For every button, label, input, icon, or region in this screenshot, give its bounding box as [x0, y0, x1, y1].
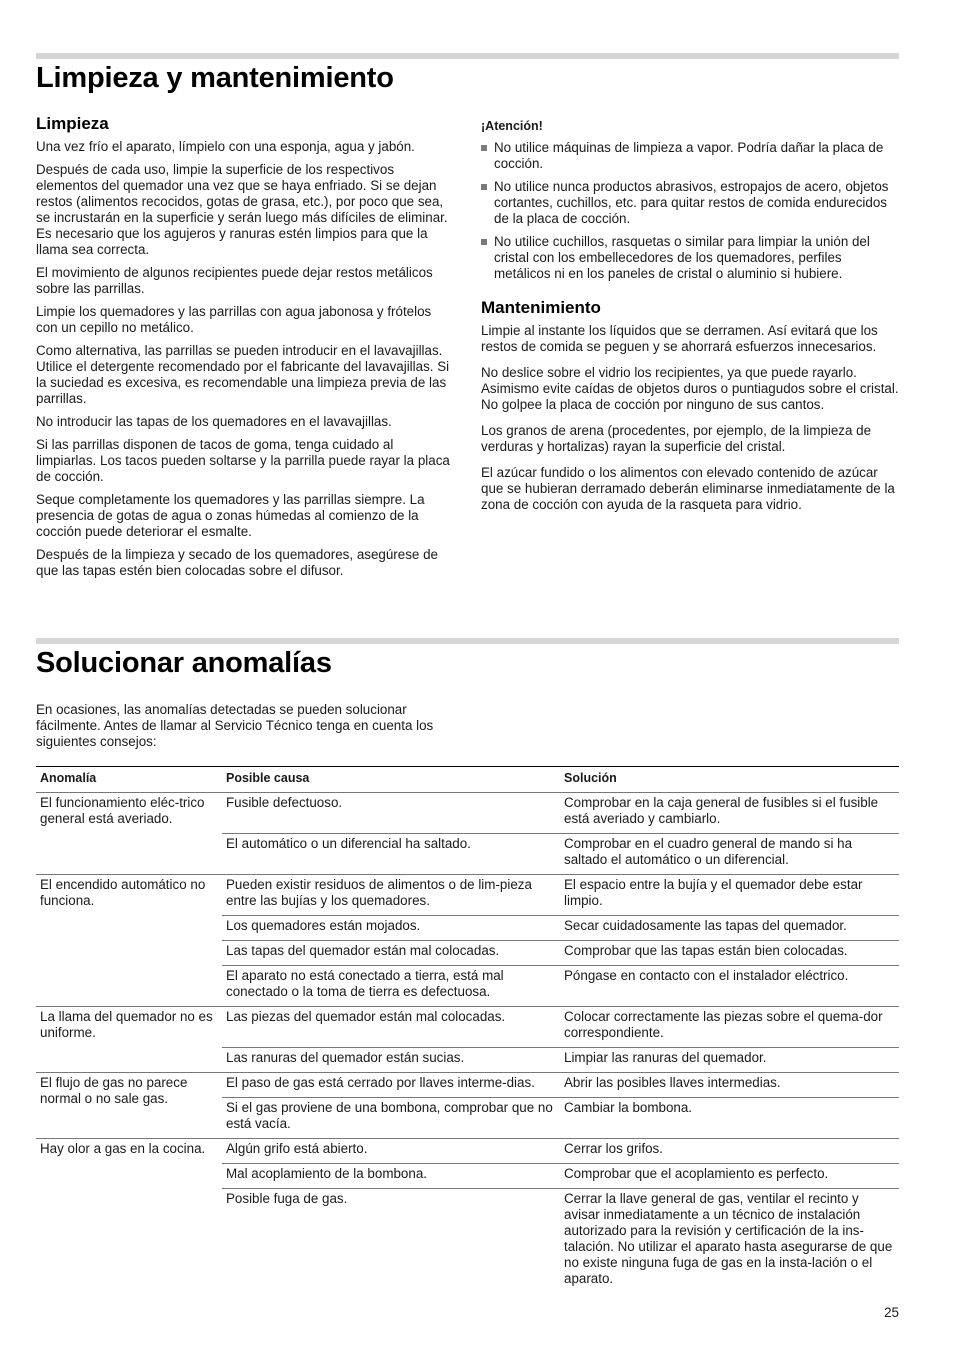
list-item: No utilice nunca productos abrasivos, estropajos de acero, objetos cortantes, cuchillos, etc. para quitar restos de comida endurecidos de la placa de cocción.	[481, 179, 899, 227]
column-limpieza	[36, 116, 454, 586]
solucion-cell: Comprobar que las tapas están bien colocadas.	[560, 941, 899, 966]
solucion-cell: Cerrar los grifos.	[560, 1139, 899, 1164]
causa-cell: Pueden existir residuos de alimentos o de lim-pieza entre las bujías y los quemadores.	[222, 875, 560, 916]
column-header-solucion: Solución	[560, 767, 899, 793]
solucion-cell: Colocar correctamente las piezas sobre el quema-dor correspondiente.	[560, 1007, 899, 1048]
paragraph: El azúcar fundido o los alimentos con elevado contenido de azúcar que se hubieran derramado deberán eliminarse inmediatamente de la zona de cocción con ayuda de la rasqueta para vidrio.	[481, 465, 895, 512]
solucion-cell: Comprobar en la caja general de fusibles si el fusible está averiado y cambiarlo.	[560, 793, 899, 834]
causa-cell: Mal acoplamiento de la bombona.	[222, 1164, 560, 1189]
table-row	[36, 1073, 899, 1098]
paragraph: Los granos de arena (procedentes, por ejemplo, de la limpieza de verduras y hortalizas) rayan la superficie del cristal.	[481, 423, 872, 454]
paragraph: Una vez frío el aparato, límpielo con una esponja, agua y jabón.	[36, 139, 415, 154]
bullet-square-icon	[481, 145, 487, 151]
attention-label: ¡Atención!	[481, 119, 543, 133]
paragraph: Limpie al instante los líquidos que se derramen. Así evitará que los restos de comida se peguen y se ahorrará esfuerzos innecesarios.	[481, 323, 878, 354]
solucion-cell: Abrir las posibles llaves intermedias.	[560, 1073, 899, 1098]
table-row	[36, 1139, 899, 1164]
section-divider-anomalias	[36, 638, 899, 644]
solucion-cell: Comprobar que el acoplamiento es perfecto.	[560, 1164, 899, 1189]
section-title-limpieza-mantenimiento: Limpieza y mantenimiento	[36, 62, 394, 94]
solucion-cell: El espacio entre la bujía y el quemador debe estar limpio.	[560, 875, 899, 916]
page-number: 25	[884, 1305, 899, 1320]
column-atencion-mantenimiento	[481, 116, 899, 523]
troubleshooting-table	[36, 766, 899, 1293]
table-row	[36, 1007, 899, 1048]
paragraph: Seque completamente los quemadores y las parrillas siempre. La presencia de gotas de agua o zonas húmedas al comienzo de la cocción puede deteriorar el esmalte.	[36, 492, 425, 539]
causa-cell: Las tapas del quemador están mal colocadas.	[222, 941, 560, 966]
anomalia-cell: El encendido automático no funciona.	[36, 875, 222, 1007]
list-item: No utilice máquinas de limpieza a vapor. Podría dañar la placa de cocción.	[481, 140, 899, 172]
column-header-posible-causa: Posible causa	[222, 767, 560, 793]
paragraph: No deslice sobre el vidrio los recipientes, ya que puede rayarlo. Asimismo evite caídas de objetos duros o puntiagudos sobre el cristal. No golpee la placa de cocción por ninguno de sus cantos.	[481, 365, 899, 412]
anomalia-cell: La llama del quemador no es uniforme.	[36, 1007, 222, 1073]
anomalia-cell: El flujo de gas no parece normal o no sale gas.	[36, 1073, 222, 1139]
solucion-cell: Comprobar en el cuadro general de mando si ha saltado el automático o un diferencial.	[560, 834, 899, 875]
section-divider-top	[36, 53, 899, 59]
paragraph: Como alternativa, las parrillas se pueden introducir en el lavavajillas. Utilice el detergente recomendado por el fabricante del lavavajillas. Si la suciedad es excesiva, es recomendable una limpieza previa de las parrillas.	[36, 343, 450, 406]
solucion-cell: Limpiar las ranuras del quemador.	[560, 1048, 899, 1073]
causa-cell: Las ranuras del quemador están sucias.	[222, 1048, 560, 1073]
bullet-square-icon	[481, 239, 487, 245]
column-header-anomalia: Anomalía	[36, 767, 222, 793]
table-row	[36, 875, 899, 916]
paragraph: Después de la limpieza y secado de los quemadores, asegúrese de que las tapas estén bien colocadas sobre el difusor.	[36, 547, 438, 578]
heading-mantenimiento: Mantenimiento	[481, 298, 601, 317]
solucion-cell: Secar cuidadosamente las tapas del quemador.	[560, 916, 899, 941]
bullet-square-icon	[481, 184, 487, 190]
causa-cell: Los quemadores están mojados.	[222, 916, 560, 941]
section-title-solucionar-anomalias: Solucionar anomalías	[36, 647, 332, 679]
paragraph: Limpie los quemadores y las parrillas con agua jabonosa y frótelos con un cepillo no metálico.	[36, 304, 432, 335]
causa-cell: Posible fuga de gas.	[222, 1189, 560, 1294]
paragraph: El movimiento de algunos recipientes puede dejar restos metálicos sobre las parrillas.	[36, 265, 433, 296]
table-header-row	[36, 767, 899, 793]
causa-cell: El paso de gas está cerrado por llaves interme-dias.	[222, 1073, 560, 1098]
paragraph: No introducir las tapas de los quemadores en el lavavajillas.	[36, 414, 392, 429]
paragraph: Si las parrillas disponen de tacos de goma, tenga cuidado al limpiarlas. Los tacos pueden soltarse y la parrilla puede rayar la placa de cocción.	[36, 437, 450, 484]
causa-cell: El aparato no está conectado a tierra, está mal conectado o la toma de tierra es defectuosa.	[222, 966, 560, 1007]
anomalia-cell: Hay olor a gas en la cocina.	[36, 1139, 222, 1294]
causa-cell: Algún grifo está abierto.	[222, 1139, 560, 1164]
list-item: No utilice cuchillos, rasquetas o similar para limpiar la unión del cristal con los embellecedores de los quemadores, perfiles metálicos ni en los paneles de cristal o aluminio si hubiere.	[481, 234, 899, 282]
table-row	[36, 793, 899, 834]
solucion-cell: Póngase en contacto con el instalador eléctrico.	[560, 966, 899, 1007]
heading-limpieza: Limpieza	[36, 114, 109, 133]
attention-list	[481, 140, 899, 282]
solucion-cell: Cambiar la bombona.	[560, 1098, 899, 1139]
anomalia-cell: El funcionamiento eléc-trico general está averiado.	[36, 793, 222, 875]
causa-cell: Las piezas del quemador están mal colocadas.	[222, 1007, 560, 1048]
causa-cell: El automático o un diferencial ha saltado.	[222, 834, 560, 875]
solucion-cell: Cerrar la llave general de gas, ventilar el recinto y avisar inmediatamente a un técnico de instalación autorizado para la revisión y certificación de la ins-talación. No utilizar el aparato hasta asegurarse de que no existe ninguna fuga de gas en la insta-lación o el aparato.	[560, 1189, 899, 1294]
causa-cell: Si el gas proviene de una bombona, comprobar que no está vacía.	[222, 1098, 560, 1139]
paragraph: Después de cada uso, limpie la superficie de los respectivos elementos del quemador una vez que se haya enfriado. Si se dejan restos (alimentos recocidos, gotas de grasa, etc.), por poco que sea, se incrustarán en la superficie y serán luego más difíciles de eliminar. Es necesario que los agujeros y ranuras estén limpios para que la llama sea correcta.	[36, 162, 448, 257]
intro-paragraph: En ocasiones, las anomalías detectadas se pueden solucionar fácilmente. Antes de llamar al Servicio Técnico tenga en cuenta los siguientes consejos:	[36, 702, 434, 749]
causa-cell: Fusible defectuoso.	[222, 793, 560, 834]
